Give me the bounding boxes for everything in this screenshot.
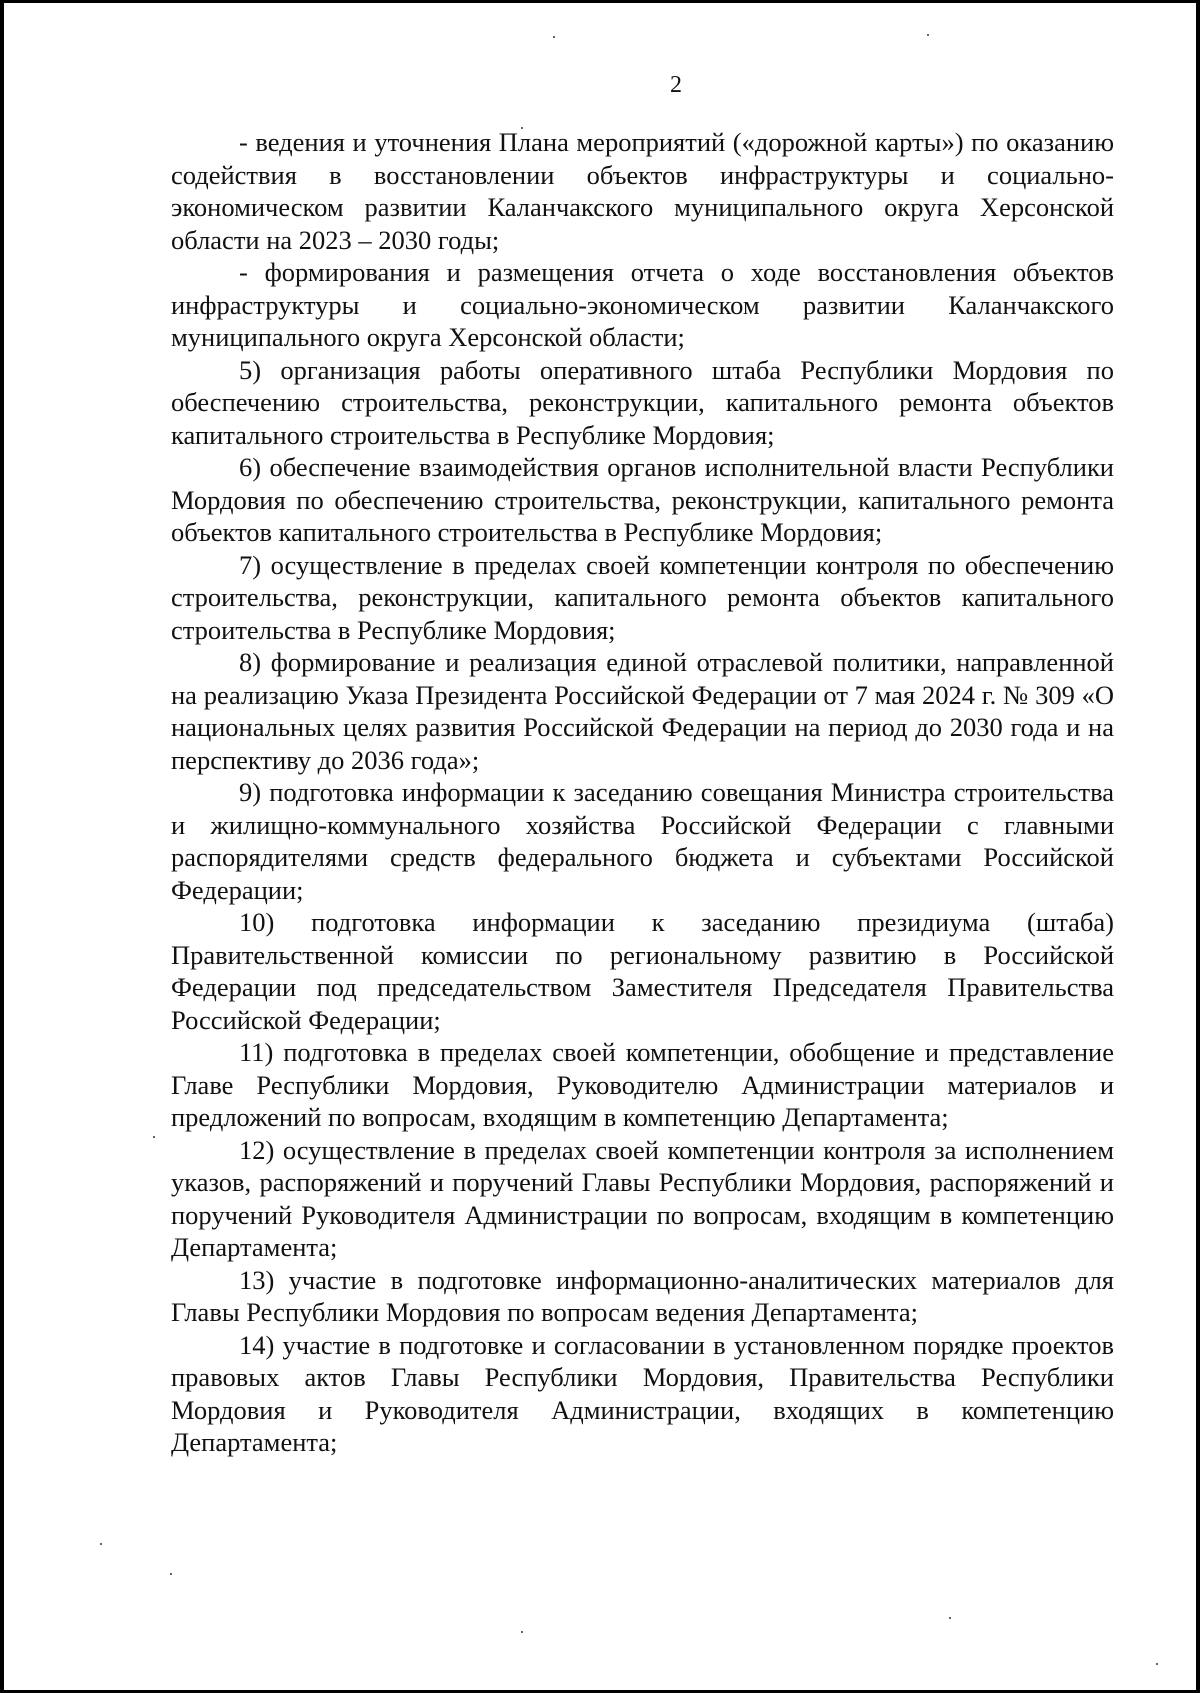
paragraph: 12) осуществление в пределах своей компетенции контроля за исполнением указов, распоряжений и поручений Главы Республики Мордовия, распоряжений и поручений Руководителя Администрации по вопросам, входящим в компетенцию Департамента; [171, 1134, 1114, 1262]
document-body [171, 126, 1114, 1459]
paragraph: - формирования и размещения отчета о ходе восстановления объектов инфраструктуры и социально-экономическом развитии Каланчакского муниципального округа Херсонской области; [171, 257, 1114, 352]
paragraph: 13) участие в подготовке информационно-аналитических материалов для Главы Республики Мордовия по вопросам ведения Департамента; [171, 1264, 1114, 1327]
paragraph: 9) подготовка информации к заседанию совещания Министра строительства и жилищно-коммунального хозяйства Российской Федерации с главными распорядителями средств федерального бюджета и субъектами Российской Федерации; [171, 777, 1114, 905]
paragraph: 14) участие в подготовке и согласовании в установленном порядке проектов правовых актов Главы Республики Мордовия, Правительства Республики Мордовия и Руководителя Администрации, входящих в компетенцию Департамента; [171, 1329, 1114, 1457]
scan-speck [100, 1543, 102, 1545]
scan-border-right [1196, 0, 1200, 1693]
paragraph: 8) формирование и реализация единой отраслевой политики, направленной на реализацию Указа Президента Российской Федерации от 7 мая 2024 г. № 309 «О национальных целях развития Российской Федерации на период до 2030 года и на перспективу до 2036 года»; [171, 647, 1114, 775]
scan-border-left [0, 0, 4, 1693]
paragraph: 5) организация работы оперативного штаба Республики Мордовия по обеспечению строительства, реконструкции, капитального ремонта объектов капитального строительства в Республике Мордовия; [171, 354, 1114, 450]
paragraph: 11) подготовка в пределах своей компетенции, обобщение и представление Главе Республики Мордовия, Руководителю Администрации материалов и предложений по вопросам, входящим в компетенцию Департамента; [171, 1037, 1114, 1132]
scan-speck [170, 1573, 172, 1575]
page-number: 2 [670, 72, 682, 98]
scan-speck [927, 34, 929, 36]
scan-border-top [0, 0, 1200, 3]
paragraph: 6) обеспечение взаимодействия органов исполнительной власти Республики Мордовия по обеспечению строительства, реконструкции, капитального ремонта объектов капитального строительства в Республике Мордовия; [171, 452, 1114, 547]
scan-speck [521, 1631, 523, 1633]
scan-speck [553, 36, 555, 38]
scan-speck [1156, 1663, 1158, 1665]
scan-speck [153, 1136, 155, 1138]
paragraph: 10) подготовка информации к заседанию президиума (штаба) Правительственной комиссии по региональному развитию в Российской Федерации под председательством Заместителя Председателя Правительства Российской Федерации; [171, 907, 1114, 1035]
paragraph: - ведения и уточнения Плана мероприятий («дорожной карты») по оказанию содействия в восстановлении объектов инфраструктуры и социально-экономическом развитии Каланчакского муниципального округа Херсонской области на 2023 – 2030 годы; [171, 127, 1114, 255]
scan-speck [949, 1617, 951, 1619]
paragraph: 7) осуществление в пределах своей компетенции контроля по обеспечению строительства, реконструкции, капитального ремонта объектов капитального строительства в Республике Мордовия; [171, 549, 1114, 645]
